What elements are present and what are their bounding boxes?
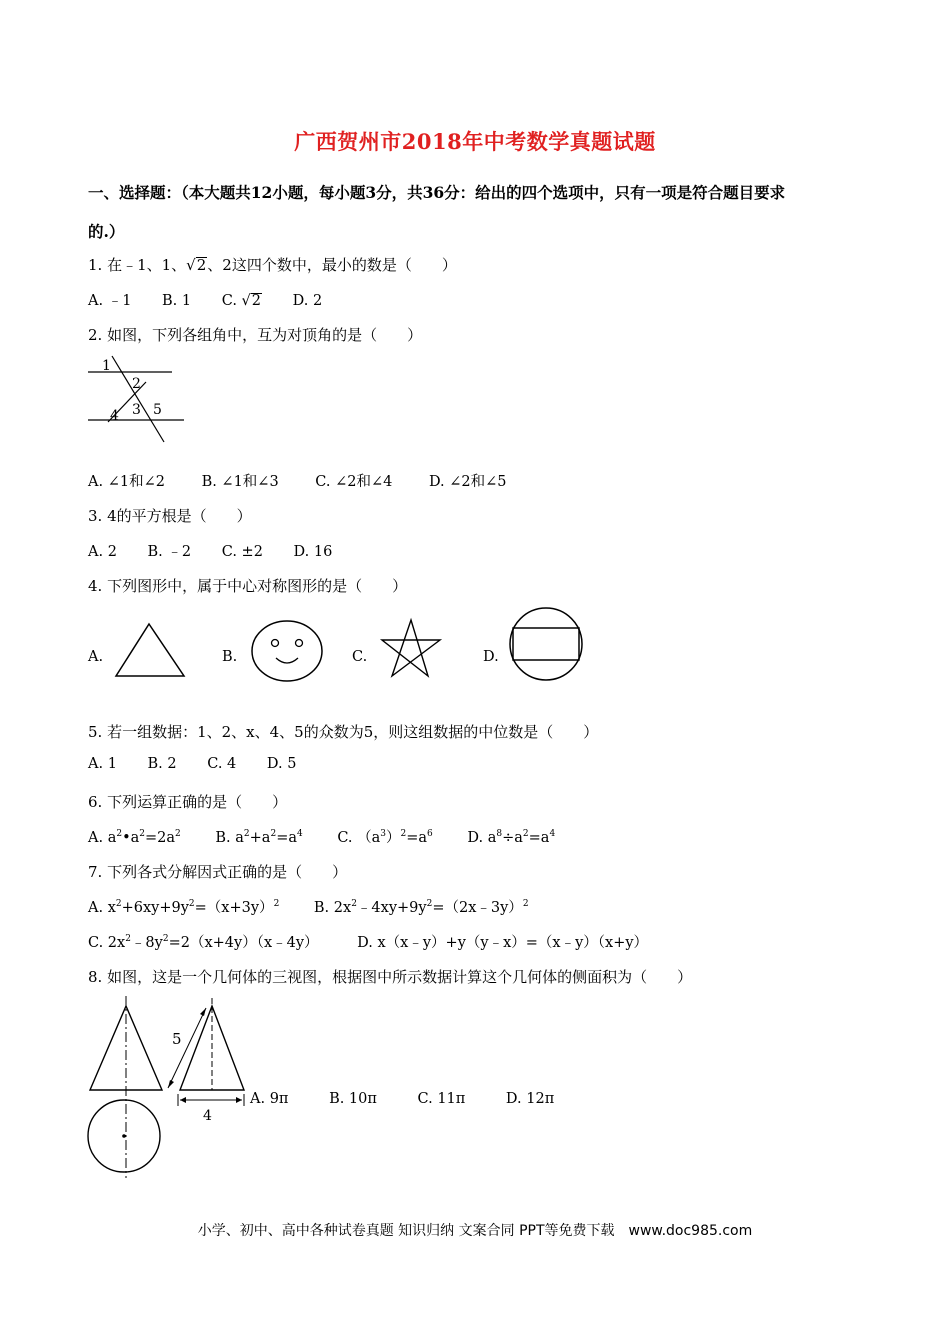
option-b: B. 10π: [329, 1091, 377, 1107]
question-1: [88, 254, 457, 275]
option-d: D. 2: [292, 293, 323, 309]
question-7-options-row1: [88, 896, 555, 917]
sqrt-symbol: √2: [186, 256, 207, 274]
question-8-options: [250, 1091, 580, 1107]
section-heading-cont: 的.）: [88, 222, 125, 241]
question-5-options: [88, 756, 322, 772]
option-b: B. ∠1和∠3: [201, 474, 279, 490]
option-a: A. 1: [88, 756, 117, 772]
fig-label-3: 3: [132, 402, 141, 418]
option-c: C. 4: [207, 756, 237, 772]
question-5: 5. 若一组数据：1、2、x、4、5的众数为5，则这组数据的中位数是（ ）: [88, 723, 599, 741]
fig-label-4: 4: [110, 408, 119, 424]
option-b: B. ﹣2: [147, 544, 192, 560]
option-d: D. $a^8\div a^2=a^4$: [467, 829, 556, 846]
option-c: C.: [352, 649, 368, 665]
fig-label-base: 4: [203, 1108, 212, 1124]
option-c: C. $(a^3)^2=a^6$: [337, 829, 433, 846]
page-title: 广西贺州市2018年中考数学真题试题: [294, 129, 656, 154]
option-c: C. 11π: [417, 1091, 466, 1107]
option-d: D. 16: [293, 544, 333, 560]
question-6-options: [88, 826, 581, 847]
option-d: D. 5: [266, 756, 297, 772]
question-6: 6. 下列运算正确的是（ ）: [88, 793, 288, 811]
option-b: B. $2x^2﹣4xy+9y^2=(2x﹣3y)^2$: [313, 899, 529, 916]
fig-label-slant: 5: [172, 1030, 182, 1048]
question-1-options: [88, 289, 348, 310]
question-1-post: 、2这四个数中，最小的数是（ ）: [207, 256, 457, 274]
option-c: C. ∠2和∠4: [315, 474, 393, 490]
triangle-figure: [114, 622, 186, 678]
option-a: A. ﹣1: [88, 293, 132, 309]
option-b: B. 1: [162, 293, 192, 309]
fig-label-1: 1: [102, 358, 111, 374]
question-4: 4. 下列图形中，属于中心对称图形的是（ ）: [88, 577, 408, 595]
three-view-figure: [84, 996, 254, 1182]
question-2-options: [88, 470, 533, 491]
fig-label-5: 5: [153, 402, 162, 418]
option-a: A. $x^2+6xy+9y^2=(x+3y)^2$: [88, 899, 280, 916]
option-d: D.: [483, 649, 499, 665]
option-b: B. 2: [147, 756, 177, 772]
option-a: A. $a^2•a^2=2a^2$: [88, 829, 181, 846]
question-8: 8. 如图，这是一个几何体的三视图，根据图中所示数据计算这个几何体的侧面积为（ ）: [88, 968, 693, 986]
fig-label-2: 2: [132, 376, 141, 392]
option-b: B.: [222, 649, 238, 665]
option-b: B. $a^2+a^2=a^4$: [215, 829, 303, 846]
option-a: A. ∠1和∠2: [88, 474, 165, 490]
question-3: 3. 4的平方根是（ ）: [88, 507, 252, 525]
option-a: A. 9π: [250, 1091, 289, 1107]
option-d: D. 12π: [505, 1091, 555, 1107]
question-7: 7. 下列各式分解因式正确的是（ ）: [88, 863, 348, 881]
footer-text: 小学、初中、高中各种试卷真题 知识归纳 文案合同 PPT等免费下载 www.doc985.com: [197, 1223, 753, 1239]
question-2: 2. 如图，下列各组角中，互为对顶角的是（ ）: [88, 326, 423, 344]
smiley-face-figure: [250, 620, 324, 682]
star-figure: [378, 618, 444, 680]
option-a: A.: [88, 649, 104, 665]
question-7-options-row2: [88, 931, 674, 952]
sqrt-symbol: √2: [241, 293, 262, 309]
question-1-pre: 1. 在﹣1、1、: [88, 256, 187, 274]
option-a: A. 2: [88, 544, 117, 560]
section-heading: 一、选择题：（本大题共12小题，每小题3分，共36分：给出的四个选项中，只有一项是符合题目要求: [88, 183, 786, 202]
option-d: D. ∠2和∠5: [428, 474, 507, 490]
circle-rectangle-figure: [508, 606, 584, 682]
sqrt-radicand: 2: [196, 256, 207, 274]
question-3-options: [88, 540, 358, 561]
q2-figure: [86, 352, 186, 448]
option-c: C. ±2: [221, 544, 263, 560]
option-c: C. $2x^2﹣8y^2=2(x+4y)(x﹣4y)$: [88, 934, 319, 951]
option-d: D. x（x﹣y）+y（y﹣x）=（x﹣y）（x+y）: [357, 935, 649, 951]
option-c: C. √2: [221, 293, 262, 309]
